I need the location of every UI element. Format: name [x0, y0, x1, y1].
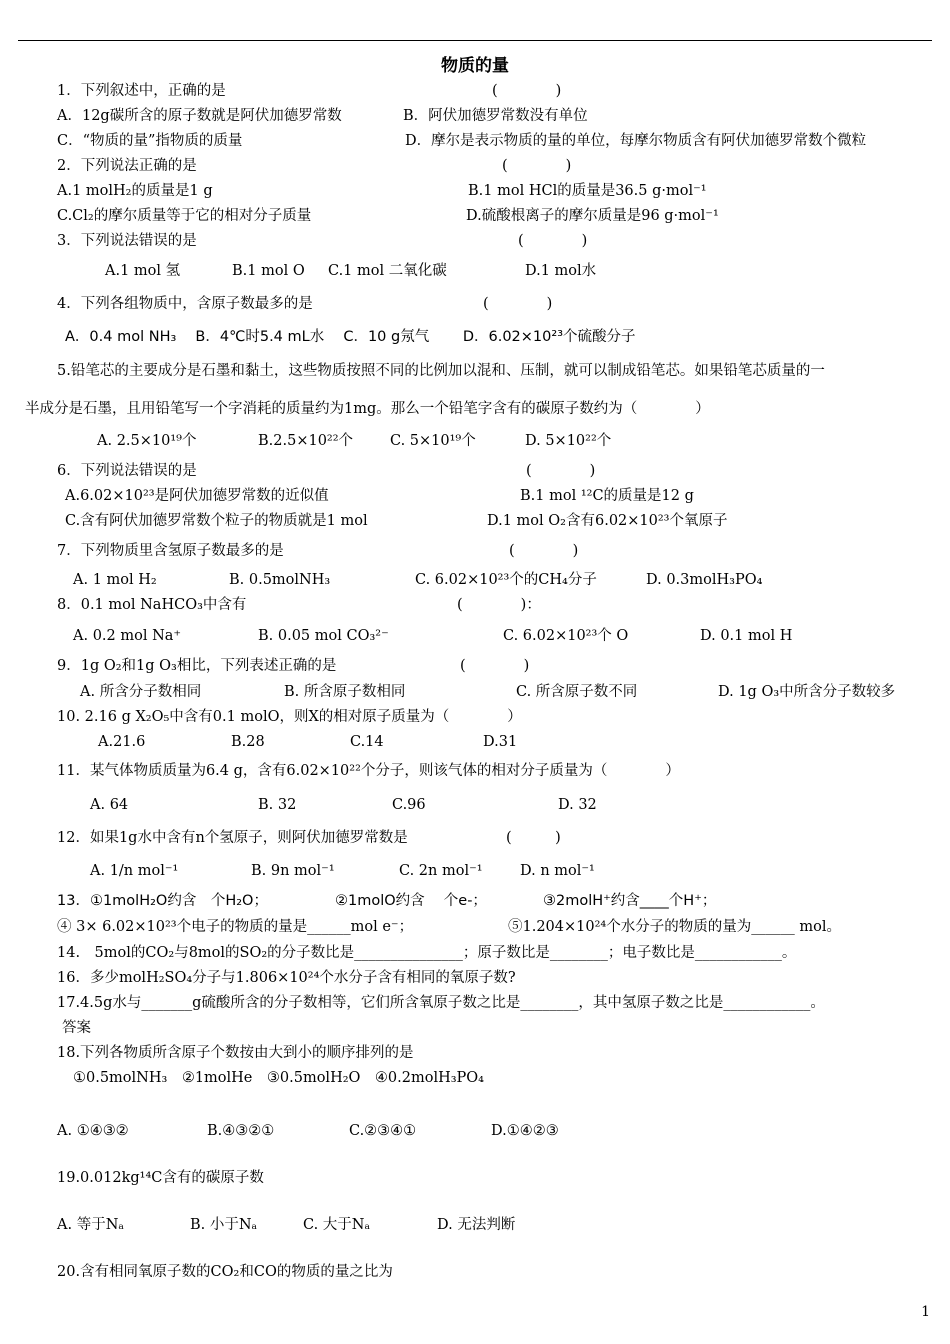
text-line: B.28 [231, 734, 265, 750]
text-line: B.2.5×10²²个 [258, 433, 354, 449]
text-line: D.硫酸根离子的摩尔质量是96 g·mol⁻¹ [466, 208, 719, 224]
text-line: 16．多少molH₂SO₄分子与1.806×10²⁴个水分子含有相同的氧原子数? [57, 970, 516, 986]
text-line: C.Cl₂的摩尔质量等于它的相对分子质量 [57, 208, 312, 224]
text-line: D. n mol⁻¹ [520, 863, 595, 879]
text-line: A.1 mol 氢 [105, 263, 181, 279]
text-line: ( ) [460, 658, 530, 674]
text-line: D.1 mol O₂含有6.02×10²³个氧原子 [487, 513, 728, 529]
text-line: 6．下列说法错误的是 [57, 463, 197, 479]
text-line: 5.铅笔芯的主要成分是石墨和黏土，这些物质按照不同的比例加以混和、压制，就可以制成铅笔芯。如果铅笔芯质量的一 [57, 363, 825, 379]
text-line: ( ) [518, 233, 588, 249]
text-line: B. 0.05 mol CO₃²⁻ [258, 628, 389, 644]
text-line: 半成分是石墨，且用铅笔写一个字消耗的质量约为1mg。那么一个铅笔字含有的碳原子数约为（ ） [25, 401, 710, 417]
text-line: A．0.4 mol NH₃ B．4℃时5.4 mL水 C．10 g氖气 D．6.02×10²³个硫酸分子 [65, 329, 636, 345]
text-line: C. 5×10¹⁹个 [390, 433, 476, 449]
text-line: D.1 mol水 [525, 263, 597, 279]
text-line: 19.0.012kg¹⁴C含有的碳原子数 [57, 1170, 264, 1186]
text-line: ④ 3× 6.02×10²³个电子的物质的量是______mol e⁻； [57, 919, 414, 935]
text-line: A. ①④③② [57, 1123, 129, 1139]
text-line: B. 小于Nₐ [190, 1217, 258, 1233]
text-line: 3．下列说法错误的是 [57, 233, 197, 249]
text-line: D. 0.1 mol H [700, 628, 793, 644]
text-line: D.①④②③ [491, 1123, 559, 1139]
text-line: D. 5×10²²个 [525, 433, 612, 449]
text-line: ( ) [483, 296, 553, 312]
text-line: ( ) [509, 543, 579, 559]
text-line: C.1 mol 二氧化碳 [328, 263, 447, 279]
text-line: B．阿伏加德罗常数没有单位 [403, 108, 588, 124]
text-line: 17.4.5g水与_______g硫酸所含的分子数相等，它们所含氧原子数之比是________，其中氢原子数之比是____________。 [57, 995, 825, 1011]
text-line: C.含有阿伏加德罗常数个粒子的物质就是1 mol [65, 513, 368, 529]
text-line: 8．0.1 mol NaHCO₃中含有 [57, 597, 247, 613]
text-line: C. 6.02×10²³个 O [503, 628, 629, 644]
text-line: 9．1g O₂和1g O₃相比，下列表述正确的是 [57, 658, 337, 674]
text-line: ③2molH⁺约含____个H⁺； [543, 893, 717, 909]
text-line: A. 所含分子数相同 [80, 684, 202, 700]
text-line: 10. 2.16 g X₂O₅中含有0.1 molO，则X的相对原子质量为（ ） [57, 709, 522, 725]
text-line: A.1 molH₂的质量是1 g [57, 183, 213, 199]
text-line: 20.含有相同氧原子数的CO₂和CO的物质的量之比为 [57, 1264, 393, 1280]
text-line: ②1molO约含 个e-； [335, 893, 487, 909]
text-line: B. 所含原子数相同 [284, 684, 406, 700]
text-line: A. 0.2 mol Na⁺ [73, 628, 182, 644]
text-line: B. 32 [258, 797, 297, 813]
text-line: 答案 [62, 1020, 91, 1036]
text-line: A. 64 [90, 797, 129, 813]
text-line: C.96 [392, 797, 426, 813]
text-line: D. 0.3molH₃PO₄ [646, 572, 763, 588]
page-title: 物质的量 [441, 56, 509, 76]
text-line: B.1 mol O [232, 263, 305, 279]
text-line: C．“物质的量”指物质的质量 [57, 133, 243, 149]
text-line: ①0.5molNH₃ ②1molHe ③0.5molH₂O ④0.2molH₃PO₄ [73, 1070, 484, 1086]
text-line: B.④③②① [207, 1123, 275, 1139]
text-line: A. 1 mol H₂ [73, 572, 157, 588]
text-line: D. 1g O₃中所含分子数较多 [718, 684, 896, 700]
text-line: A.6.02×10²³是阿伏加德罗常数的近似值 [65, 488, 329, 504]
text-line: D. 32 [558, 797, 597, 813]
text-line: B.1 mol HCl的质量是36.5 g·mol⁻¹ [468, 183, 707, 199]
text-line: 12．如果1g水中含有n个氢原子，则阿伏加德罗常数是 [57, 830, 408, 846]
text-line: 7．下列物质里含氢原子数最多的是 [57, 543, 284, 559]
text-line: A. 1/n mol⁻¹ [90, 863, 179, 879]
text-line: A．12g碳所含的原子数就是阿伏加德罗常数 [57, 108, 342, 124]
text-line: A. 等于Nₐ [57, 1217, 124, 1233]
text-line: 4．下列各组物质中，含原子数最多的是 [57, 296, 313, 312]
text-line: ( ) [526, 463, 596, 479]
text-line: ( ) [492, 83, 562, 99]
text-line: 18.下列各物质所含原子个数按由大到小的顺序排列的是 [57, 1045, 414, 1061]
text-line: ( ) [506, 830, 561, 846]
text-line: 14. 5mol的CO₂与8mol的SO₂的分子数比是_______________；原子数比是________；电子数比是____________。 [57, 945, 797, 961]
text-line: A.21.6 [98, 734, 146, 750]
text-line: C. 2n mol⁻¹ [399, 863, 483, 879]
text-line: C. 大于Nₐ [303, 1217, 371, 1233]
text-line: C.14 [350, 734, 384, 750]
text-line: D. 无法判断 [437, 1217, 516, 1233]
text-line: C.②③④① [349, 1123, 417, 1139]
text-line: D．摩尔是表示物质的量的单位，每摩尔物质含有阿伏加德罗常数个微粒 [405, 133, 867, 149]
text-line: B. 0.5molNH₃ [229, 572, 331, 588]
text-line: ( ) [502, 158, 572, 174]
text-line: B.1 mol ¹²C的质量是12 g [520, 488, 694, 504]
text-line: ⑤1.204×10²⁴个水分子的物质的量为______ mol。 [508, 919, 841, 935]
text-line: 13．①1molH₂O约含 个H₂O； [57, 893, 268, 909]
text-line: C. 所含原子数不同 [516, 684, 638, 700]
text-line: 2．下列说法正确的是 [57, 158, 197, 174]
top-rule [18, 40, 932, 41]
text-line: A. 2.5×10¹⁹个 [97, 433, 197, 449]
text-line: B. 9n mol⁻¹ [251, 863, 335, 879]
page-number: 1 [921, 1304, 930, 1320]
text-line: ( )： [457, 597, 541, 613]
text-line: 11．某气体物质质量为6.4 g，含有6.02×10²²个分子，则该气体的相对分子质量为（ ） [57, 763, 680, 779]
text-line: 1．下列叙述中，正确的是 [57, 83, 226, 99]
text-line: C. 6.02×10²³个的CH₄分子 [415, 572, 597, 588]
text-line: D.31 [483, 734, 518, 750]
